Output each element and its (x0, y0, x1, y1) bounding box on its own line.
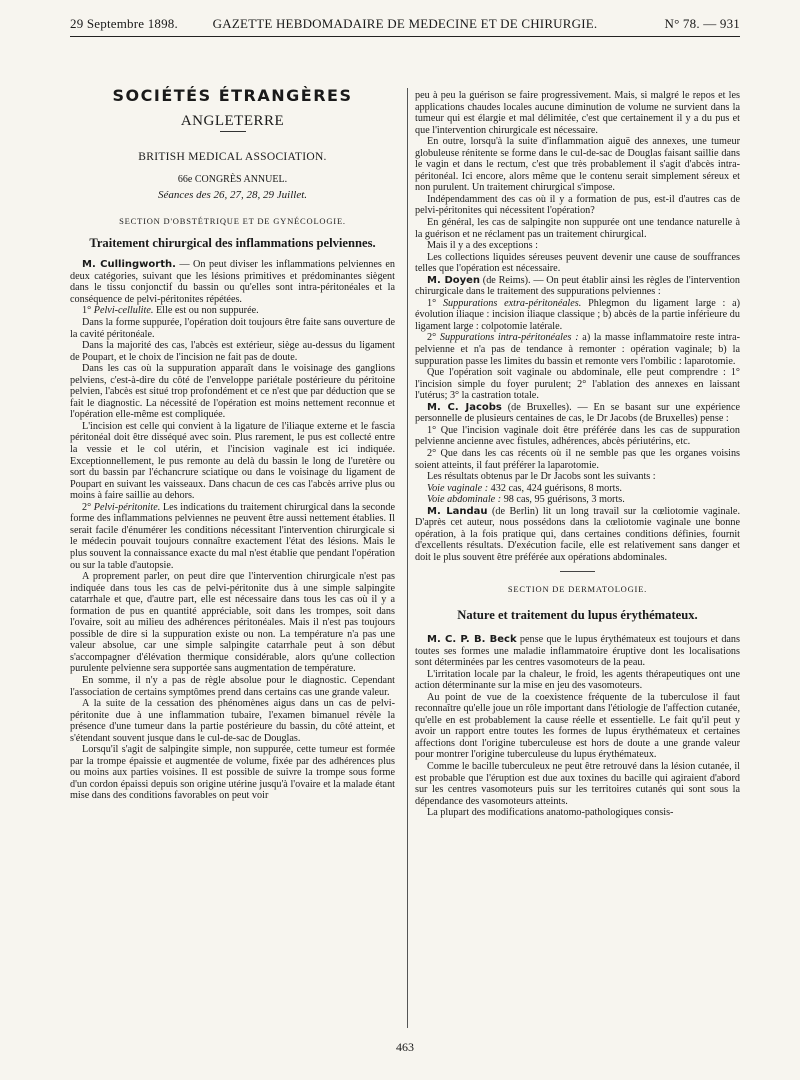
paragraph-text: En outre, lorsqu'à la suite d'inflammation aiguë des annexes, une tumeur globuleuse rénitente se forme dans le cul-de-sac de Douglas faisant saillie dans le vagin et dans le rectum, c'est que très probablement il s'agit d'abcès intra-péritonéal. Ici encore, alors même que le contenu serait simplement séreux et non purulent. Un traitement chirurgical s'impose. (415, 136, 740, 194)
paragraph-text: a) la masse inflammatoire reste intra-pelvienne et n'a pas de tendance à remonter : opération vaginale; b) la suppuration passe les limites du bassin et remonte vers l'ombilic : laparotomie. (415, 332, 740, 367)
paragraph-text: Lorsqu'il s'agit de salpingite simple, non suppurée, cette tumeur est formée par la trompe épaissie et augmentée de volume, fixée par des adhérences plus ou moins aux parties voisines. Il est possible de suivre la trompe sous forme d'un cordon épaissi depuis son origine utérine jusqu'à l'ovaire et la malade étant mise dans des conditions favorables on peut voir (70, 744, 395, 802)
paragraph-text: 2° (82, 501, 94, 513)
paragraph (415, 332, 740, 367)
paragraph-text: A proprement parler, on peut dire que l'intervention chirurgicale n'est pas indiquée dans tous les cas de pelvi-péritonite dus à une simple salpingite catarrhale et que, d'autre part, elle est nécessaire dans tous les cas où il y a formation de pus en quantité appréciable, soit dans les trompes, soit dans l'ovaire, soit au milieu des adhérences péritonéales. Mais il n'est pas toujours possible de dire si la suppuration existe ou non. La température n'a pas une valeur absolue, car une simple salpingite catarrhale peut à son début s'accompagner d'élévation thermique considérable, alors qu'une collection purulente pelvienne sera supportée sans augmentation de température. (70, 571, 395, 675)
paragraph-text: Indépendamment des cas où il y a formation de pus, est-il d'autres cas de pelvi-péritonites qui nécessitent l'opération? (415, 193, 740, 217)
paragraph (70, 698, 395, 744)
sessions-dates: Séances des 26, 27, 28, 29 Juillet. (157, 189, 308, 202)
article1-title: Traitement chirurgical des inflammations pelviennes. (89, 236, 376, 251)
paragraph-text: (de Reims). — On peut établir ainsi les règles de l'intervention chirurgicale dans le traitement des suppurations pelviennes : (415, 274, 740, 298)
paragraph (415, 90, 740, 136)
article2-title: Nature et traitement du lupus érythémateux. (457, 607, 698, 622)
paragraph-text: Elle est ou non suppurée. (153, 305, 259, 317)
paragraph (70, 363, 395, 421)
header-journal-title: GAZETTE HEBDOMADAIRE DE MEDECINE ET DE CHIRURGIE. (212, 16, 598, 31)
section-rule (560, 571, 595, 572)
paragraph-text: Au point de vue de la coexistence fréquente de la tuberculose il faut reconnaître qu'elle joue un rôle important dans l'étiologie de l'affection cutanée, qu'elle en est probablement la cause réelle et essentielle. Le fait qu'il peut y avoir un rapport entre toutes les formes de lupus érythémateux et certaines affections dont l'origine tuberculeuse est hors de doute a une grande valeur pour montrer l'origine tuberculeuse du lupus érythémateux. (415, 691, 740, 761)
paragraph-text: pense que le lupus érythémateux est toujours et dans toutes ses formes une maladie inflammatoire éruptive dont les localisations sont déterminées par les centres vasomoteurs de la peau. (415, 633, 740, 669)
header-date: 29 Septembre 1898. (70, 16, 178, 31)
paragraph (415, 298, 740, 333)
article2-body (415, 634, 740, 819)
italic-heading: Suppurations intra-péritonéales : (439, 332, 579, 344)
paragraph (415, 494, 740, 506)
paragraph (70, 502, 395, 571)
speaker-name: M. C. P. B. Beck (427, 633, 517, 645)
italic-heading: Pelvi-cellulite. (93, 305, 154, 317)
paragraph (415, 761, 740, 807)
paragraph-text: Dans les cas où la suppuration apparaît dans le voisinage des ganglions pelviens, c'est-à-dire du côté de l'enveloppe pariétale postérieure du péritoine pelvien, l'abcès est situé trop profondément et ce n'est que par déduction que se fait le diagnostic. La nécessité de l'opération est moins nettement reconnue et l'opération elle-même est compliquée. (70, 363, 395, 421)
paragraph-text: — On peut diviser les inflammations pelviennes en deux catégories, suivant que les lésions primitives et prédominantes siègent dans le tissu conjonctif du bassin ou qu'elles sont intra-péritonéales et la conséquence de pelvi-péritonites répétées. (70, 259, 395, 305)
paragraph (415, 669, 740, 692)
paragraph (70, 305, 395, 317)
paragraph (70, 259, 395, 305)
paragraph (415, 448, 740, 471)
paragraph-text: 1° (82, 305, 94, 317)
left-column (70, 84, 395, 802)
paragraph-text: En général, les cas de salpingite non suppurée ont une tendance naturelle à la guérison et ne réclament pas un traitement chirurgical. (415, 217, 740, 240)
paragraph (415, 692, 740, 761)
column-divider (407, 88, 408, 1028)
paragraph (415, 471, 740, 483)
running-header (70, 10, 740, 37)
article1-body-right (415, 90, 740, 563)
paragraph-text: (de Bruxelles). — En se basant sur une expérience personnelle de plusieurs centaines de cas, le Dr Jacobs (de Bruxelles) pense : (415, 401, 741, 425)
paragraph-text: La plupart des modifications anatomo-pathologiques consis- (427, 807, 674, 819)
header-issue-page: N° 78. — 931 (664, 16, 740, 31)
speaker-name: M. C. Jacobs (427, 401, 502, 413)
paragraph (415, 506, 740, 564)
page (70, 10, 740, 1075)
page-folio: 463 (396, 1040, 414, 1054)
paragraph (70, 317, 395, 340)
paragraph (70, 675, 395, 698)
paragraph-text: Les collections liquides séreuses peuvent devenir une cause de souffrances telles que l'opération est nécessaire. (415, 251, 740, 275)
paragraph-text: peu à peu la guérison se faire progressivement. Mais, si malgré le repos et les applications chaudes locales aucune diminution de volume ne survient dans la tumeur qui est élargie et mal délimitée, c'est que certainement il y a du pus et que l'intervention chirurgicale est nécessaire. (415, 90, 740, 136)
paragraph-text: Que l'opération soit vaginale ou abdominale, elle peut comprendre : 1° l'incision simple du foyer purulent; 2° l'ablation des annexes en laissant l'utérus; 3° la castration totale. (415, 367, 740, 402)
paragraph-text: 2° Que dans les cas récents où il ne semble pas que les organes voisins soient atteints, il faut préférer la laparotomie. (415, 447, 740, 471)
speaker-name: M. Doyen (427, 274, 481, 286)
country-heading: ANGLETERRE (180, 112, 285, 129)
paragraph-text: Dans la forme suppurée, l'opération doit toujours être faite sans ouverture de la cavité péritonéale. (70, 317, 395, 340)
italic-lead: Voie vaginale : (427, 482, 489, 494)
paragraph-text: Comme le bacille tuberculeux ne peut être retrouvé dans la lésion cutanée, il est probable que l'éruption est due aux toxines du bacille qui agiraient d'abord sur les centres vasomoteurs puis sur les territoires cutanés qui sont sous la dépendance des vasomoteurs atteints. (415, 760, 740, 807)
paragraph (70, 421, 395, 502)
paragraph-text: (de Berlin) lit un long travail sur la cœliotomie vaginale. D'après cet auteur, nous possédons dans la cœliotomie vaginale une bonne opération, à la fois pratique qui, dans certaines conditions définies, fournit d'excellents résultats. D'exécution facile, elle est relativement sans danger et doit le plus souvent être préférée aux opérations abdominales. (415, 505, 740, 563)
paragraph (415, 217, 740, 240)
paragraph-text: Les indications du traitement chirurgical dans la seconde forme des inflammations pelviennes ne peuvent être aussi nettement établies. Il serait facile d'énumérer les conditions nécessitant l'intervention chirurgicale si le médecin pouvait toujours connaître exactement l'état des lésions. Mais le plus souvent la connaissance exacte du mal n'est établie que pendant l'opération ou sur la table d'autopsie. (70, 501, 395, 571)
speaker-name: M. Landau (427, 505, 488, 517)
section-obstetrics-label: SECTION D'OBSTÉTRIQUE ET DE GYNÉCOLOGIE. (119, 215, 346, 226)
italic-lead: Voie abdominale : (427, 494, 502, 506)
right-column (415, 90, 740, 819)
paragraph-text: A la suite de la cessation des phénomènes aigus dans un cas de pelvi-péritonite due à une inflammation tubaire, l'examen bimanuel révèle la présence d'une tumeur dans la partie postérieure du bassin, du côté atteint, et s'étendant souvent jusque dans le cul-de-sac de Douglas. (70, 698, 395, 744)
paragraph (415, 807, 740, 819)
paragraph (415, 275, 740, 298)
paragraph (415, 483, 740, 495)
paragraph (415, 634, 740, 669)
paragraph-text: L'incision est celle qui convient à la ligature de l'iliaque externe et le fascia péritonéal doit être disséqué avec soin. Plus rarement, le pus est collecté entre la vessie et le col utérin, et l'incision vaginale est ici indiquée. Exceptionnellement, le pus remonte au delà du bassin le long de l'uretère ou sort du bassin par l'échancrure sciatique ou dans le voisinage du ligament de Poupart en suivant les vaisseaux. Dans chacun de ces cas l'abcès arrive plus ou moins à faire saillie au dehors. (70, 420, 395, 502)
italic-heading: Suppurations extra-péritonéales. (442, 297, 582, 309)
article1-body-left (70, 259, 395, 802)
paragraph (70, 571, 395, 675)
paragraph-text: 98 cas, 95 guérisons, 3 morts. (501, 494, 625, 506)
italic-heading: Pelvi-péritonite. (93, 501, 161, 513)
paragraph-text: Mais il y a des exceptions : (427, 240, 538, 252)
paragraph-text: Phlegmon du ligament large : a) évolution iliaque : incision iliaque classique ; b) abcès de la partie inférieure du ligament large : colpotomie latérale. (415, 297, 740, 332)
paragraph (415, 367, 740, 402)
paragraph (415, 240, 740, 252)
paragraph (415, 136, 740, 194)
heading-rule (220, 131, 246, 132)
paragraph-text: 2° (427, 332, 440, 344)
paragraph-text: Dans la majorité des cas, l'abcès est extérieur, siège au-dessus du ligament de Poupart, et le choix de l'incision ne fait pas de doute. (70, 340, 395, 363)
paragraph-text: L'irritation locale par la chaleur, le froid, les agents thérapeutiques ont une action déterminante sur la mise en jeu des vasomoteurs. (415, 668, 740, 692)
speaker-name: M. Cullingworth. (82, 259, 176, 271)
paragraph (415, 425, 740, 448)
congress-label: 66e CONGRÈS ANNUEL. (177, 173, 288, 185)
association-name: BRITISH MEDICAL ASSOCIATION. (138, 151, 327, 164)
paragraph-text: 1° (427, 297, 443, 309)
paragraph (70, 340, 395, 363)
section-title: SOCIÉTÉS ÉTRANGÈRES (112, 86, 353, 105)
paragraph-text: Les résultats obtenus par le Dr Jacobs sont les suivants : (427, 471, 656, 483)
paragraph (70, 744, 395, 802)
paragraph (415, 402, 740, 425)
paragraph-text: 1° Que l'incision vaginale doit être préférée dans les cas de suppuration pelvienne ancienne avec fistules, adhérences, abcès périutérins, etc. (415, 424, 740, 448)
section-dermatology-label: SECTION DE DERMATOLOGIE. (507, 584, 648, 595)
paragraph-text: 432 cas, 424 guérisons, 8 morts. (488, 482, 622, 494)
paragraph-text: En somme, il n'y a pas de règle absolue pour le diagnostic. Cependant l'association de certains symptômes prend dans certains cas une grande valeur. (70, 674, 395, 698)
paragraph (415, 252, 740, 275)
paragraph (415, 194, 740, 217)
